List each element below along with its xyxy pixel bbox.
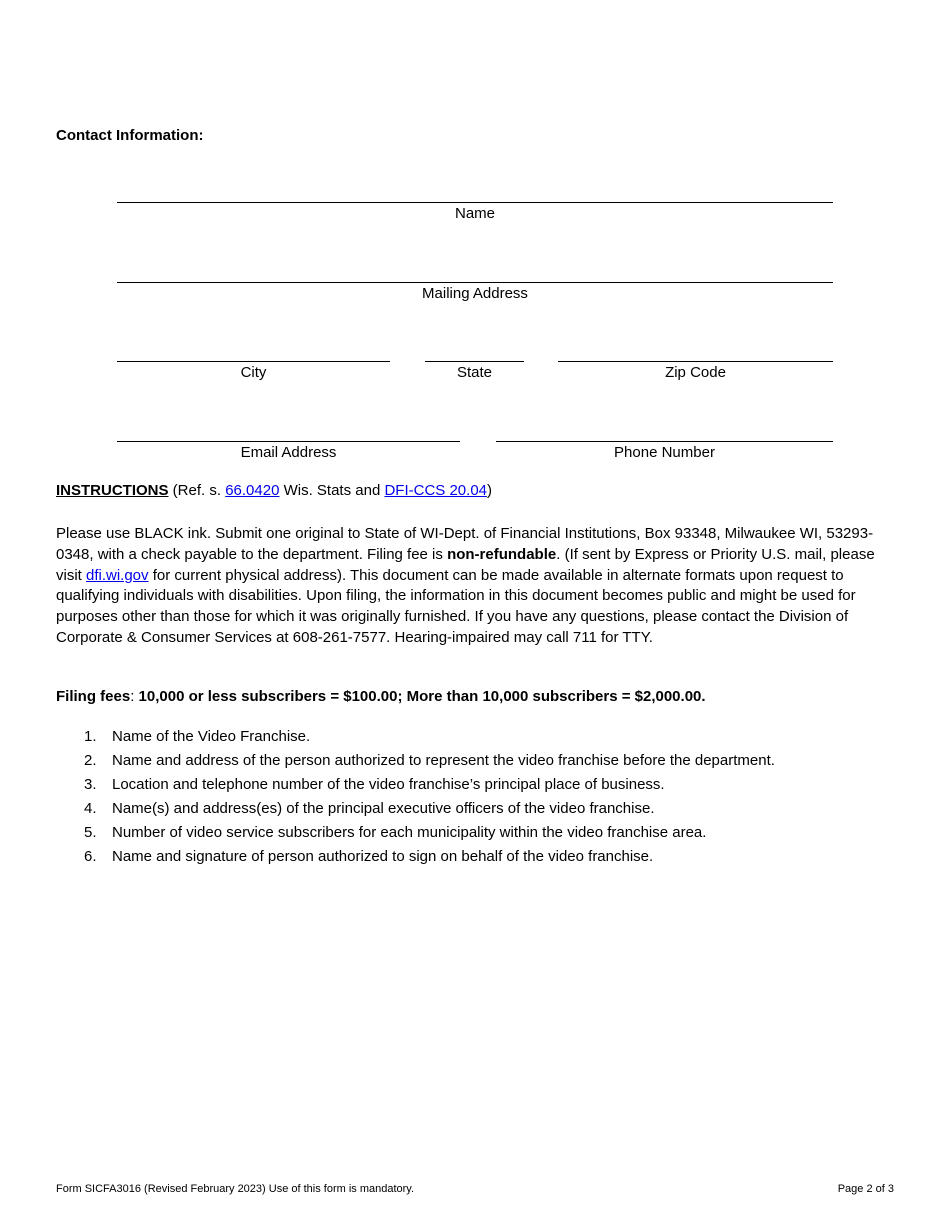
list-number: 1. [84,728,97,745]
list-item [56,823,896,847]
city-field[interactable] [117,361,390,362]
instructions-reference [56,482,492,499]
list-item [56,727,896,751]
instructions-paragraph [56,524,896,649]
dfi-website-link[interactable]: dfi.wi.gov [86,566,149,584]
rule-link[interactable]: DFI-CCS 20.04 [384,482,488,499]
list-text: Number of video service subscribers for each municipality within the video franchise area. [112,824,707,841]
name-label: Name [454,205,495,222]
non-refundable-text: non-refundable [447,545,557,563]
list-item [56,775,896,799]
name-field[interactable] [117,202,833,203]
zip-code-field[interactable] [558,361,833,362]
para-part2: . (If sent by Express or Priority U.S. mail, please visit [56,545,875,584]
list-number: 5. [84,824,97,841]
list-item [56,799,896,823]
instructions-title: INSTRUCTIONS [56,482,169,499]
list-text: Name and signature of person authorized to sign on behalf of the video franchise. [112,848,654,865]
email-field[interactable] [117,441,460,442]
form-footer-info: Form SICFA3016 (Revised February 2023) Use of this form is mandatory. [56,1183,415,1195]
filing-fees-label: Filing fees [56,688,131,705]
list-number: 2. [84,752,97,769]
phone-field[interactable] [496,441,833,442]
ref-suffix: ) [487,482,493,499]
list-number: 6. [84,848,97,865]
mailing-address-label: Mailing Address [422,285,528,302]
contact-heading: Contact Information: [56,127,204,144]
statute-link[interactable]: 66.0420 [225,482,280,499]
state-field[interactable] [425,361,524,362]
zip-code-label: Zip Code [665,364,726,381]
list-text: Name(s) and address(es) of the principal executive officers of the video franchise. [112,800,655,817]
para-part3: for current physical address). This document can be made available in alternate formats upon request to qualifying individuals with disabilities. Upon filing, the information in this document becomes public and might be used for purposes other than those for which it was originally furnished. If you have any questions, please contact the Division of Corporate & Consumer Services at 608-261-7577. Hearing-impaired may call 711 for TTY. [56,566,856,646]
list-text: Name and address of the person authorized to represent the video franchise before the department. [112,752,775,769]
city-label: City [240,364,267,381]
list-item [56,751,896,775]
para-part1: Please use BLACK ink. Submit one original to State of WI-Dept. of Financial Institutions, Box 93348, Milwaukee WI, 53293-0348, with a check payable to the department. Filing fee is [56,525,874,563]
ref-prefix: (Ref. s. [168,482,226,499]
requirements-list [56,727,896,871]
filing-fees [56,688,706,705]
state-label: State [456,364,493,381]
phone-label: Phone Number [614,444,715,461]
email-label: Email Address [240,444,337,461]
list-item [56,847,896,871]
list-number: 4. [84,800,97,817]
filing-fees-value: 10,000 or less subscribers = $100.00; More than 10,000 subscribers = $2,000.00. [138,688,706,705]
filing-fees-colon: : [130,688,139,705]
list-text: Name of the Video Franchise. [112,728,311,745]
list-text: Location and telephone number of the video franchise’s principal place of business. [112,776,665,793]
ref-middle: Wis. Stats and [279,482,385,499]
list-number: 3. [84,776,97,793]
mailing-address-field[interactable] [117,282,833,283]
page-number: Page 2 of 3 [837,1183,894,1195]
